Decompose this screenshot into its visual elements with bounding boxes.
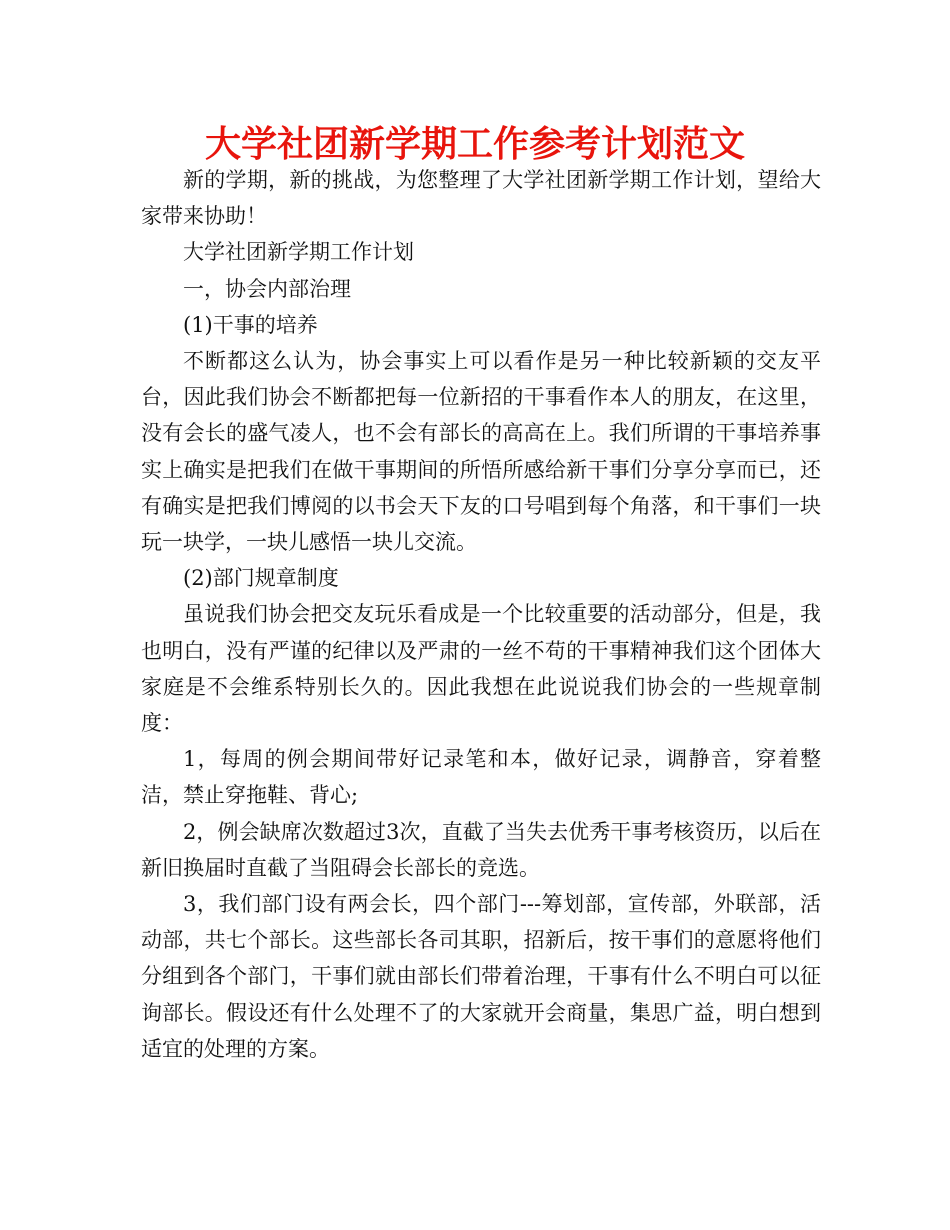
subsection-heading-staff-training: (1)干事的培养 [183, 312, 318, 337]
rule-item-1: 1，每周的例会期间带好记录笔和本，做好记录，调静音，穿着整洁，禁止穿拖鞋、背心; [141, 747, 821, 808]
paragraph-staff-training: 不断都这么认为，协会事实上可以看作是另一种比较新颖的交友平台，因此我们协会不断都把每一位新招的干事看作本人的朋友，在这里，没有会长的盛气凌人，也不会有部长的高高在上。我们所谓的干事培养事实上确实是把我们在做干事期间的所悟所感给新干事们分享分享而已，还有确实是把我们博阅的以书会天下友的口号唱到每个角落，和干事们一块玩一块学，一块儿感悟一块儿交流。 [141, 349, 821, 555]
subsection-heading-rules: (2)部门规章制度 [183, 566, 339, 591]
paragraph-plan-heading: 大学社团新学期工作计划 [183, 240, 414, 265]
rule-item-2: 2，例会缺席次数超过3次，直截了当失去优秀干事考核资历，以后在新旧换届时直截了当阻碍会长部长的竞选。 [141, 819, 821, 880]
rule-item-3: 3，我们部门设有两会长，四个部门---筹划部，宣传部，外联部，活动部，共七个部长。这些部长各司其职，招新后，按干事们的意愿将他们分组到各个部门，干事们就由部长们带着治理，干事有什么不明白可以征询部长。假设还有什么处理不了的大家就开会商量，集思广益，明白想到适宜的处理的方案。 [141, 892, 821, 1061]
document-title: 大学社团新学期工作参考计划范文 [204, 124, 745, 165]
section-heading-internal-management: 一，协会内部治理 [183, 276, 351, 301]
document-body [141, 162, 821, 1067]
paragraph-intro: 新的学期，新的挑战，为您整理了大学社团新学期工作计划，望给大家带来协助！ [141, 168, 821, 229]
paragraph-rules-intro: 虽说我们协会把交友玩乐看成是一个比较重要的活动部分，但是，我也明白，没有严谨的纪律以及严肃的一丝不苟的干事精神我们这个团体大家庭是不会维系特别长久的。因此我想在此说说我们协会的一些规章制度： [141, 602, 821, 736]
